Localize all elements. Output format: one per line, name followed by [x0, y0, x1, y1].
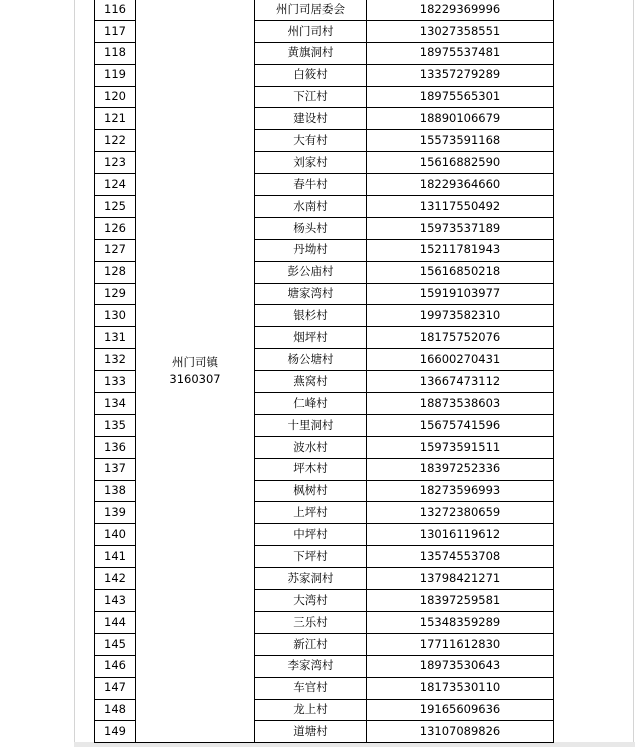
village-name: 塘家湾村	[255, 283, 367, 305]
row-number: 143	[95, 590, 136, 612]
row-number: 141	[95, 546, 136, 568]
phone-number: 18890106679	[367, 108, 554, 130]
town-name: 州门司镇	[172, 354, 218, 369]
village-name: 道塘村	[255, 721, 367, 743]
row-number: 129	[95, 283, 136, 305]
village-name: 燕窝村	[255, 371, 367, 393]
phone-number: 15973537189	[367, 217, 554, 239]
phone-number: 18873538603	[367, 393, 554, 415]
phone-number: 15919103977	[367, 283, 554, 305]
village-name: 苏家洞村	[255, 568, 367, 590]
village-name: 黄旗洞村	[255, 42, 367, 64]
village-contact-table	[94, 0, 554, 743]
row-number: 131	[95, 327, 136, 349]
row-number: 149	[95, 721, 136, 743]
village-name: 上坪村	[255, 502, 367, 524]
village-name: 建设村	[255, 108, 367, 130]
row-number: 146	[95, 655, 136, 677]
table-body	[95, 0, 554, 743]
village-name: 龙上村	[255, 699, 367, 721]
row-number: 119	[95, 64, 136, 86]
phone-number: 13574553708	[367, 546, 554, 568]
row-number: 130	[95, 305, 136, 327]
row-number: 136	[95, 436, 136, 458]
phone-number: 18975537481	[367, 42, 554, 64]
row-number: 125	[95, 196, 136, 218]
row-number: 132	[95, 349, 136, 371]
row-number: 138	[95, 480, 136, 502]
page-edge-left	[74, 0, 75, 747]
row-number: 144	[95, 611, 136, 633]
village-name: 坪木村	[255, 458, 367, 480]
row-number: 142	[95, 568, 136, 590]
phone-number: 18273596993	[367, 480, 554, 502]
village-name: 中坪村	[255, 524, 367, 546]
village-name: 李家湾村	[255, 655, 367, 677]
row-number: 118	[95, 42, 136, 64]
row-number: 139	[95, 502, 136, 524]
phone-number: 15348359289	[367, 611, 554, 633]
village-name: 十里洞村	[255, 414, 367, 436]
phone-number: 18973530643	[367, 655, 554, 677]
village-name: 波水村	[255, 436, 367, 458]
village-name: 彭公庙村	[255, 261, 367, 283]
row-number: 137	[95, 458, 136, 480]
village-name: 州门司居委会	[255, 0, 367, 20]
village-name: 白筱村	[255, 64, 367, 86]
village-name: 杨头村	[255, 217, 367, 239]
phone-number: 15573591168	[367, 130, 554, 152]
phone-number: 19165609636	[367, 699, 554, 721]
phone-number: 13107089826	[367, 721, 554, 743]
town-cell	[136, 0, 255, 743]
phone-number: 18173530110	[367, 677, 554, 699]
village-name: 丹坳村	[255, 239, 367, 261]
village-name: 大湾村	[255, 590, 367, 612]
phone-number: 18975565301	[367, 86, 554, 108]
phone-number: 18229369996	[367, 0, 554, 20]
row-number: 116	[95, 0, 136, 20]
phone-number: 13027358551	[367, 20, 554, 42]
village-name: 州门司村	[255, 20, 367, 42]
village-name: 春牛村	[255, 174, 367, 196]
phone-number: 15211781943	[367, 239, 554, 261]
row-number: 128	[95, 261, 136, 283]
phone-number: 13272380659	[367, 502, 554, 524]
phone-number: 18397259581	[367, 590, 554, 612]
row-number: 140	[95, 524, 136, 546]
row-number: 122	[95, 130, 136, 152]
row-number: 135	[95, 414, 136, 436]
phone-number: 13016119612	[367, 524, 554, 546]
row-number: 123	[95, 152, 136, 174]
phone-number: 19973582310	[367, 305, 554, 327]
phone-number: 13667473112	[367, 371, 554, 393]
village-name: 枫树村	[255, 480, 367, 502]
village-name: 新江村	[255, 633, 367, 655]
village-name: 烟坪村	[255, 327, 367, 349]
row-number: 126	[95, 217, 136, 239]
village-name: 大有村	[255, 130, 367, 152]
phone-number: 15675741596	[367, 414, 554, 436]
village-name: 下坪村	[255, 546, 367, 568]
row-number: 147	[95, 677, 136, 699]
row-number: 124	[95, 174, 136, 196]
village-name: 杨公塘村	[255, 349, 367, 371]
village-name: 车官村	[255, 677, 367, 699]
row-number: 127	[95, 239, 136, 261]
page-edge-right	[633, 0, 634, 747]
phone-number: 15616850218	[367, 261, 554, 283]
village-name: 银杉村	[255, 305, 367, 327]
row-number: 133	[95, 371, 136, 393]
village-name: 刘家村	[255, 152, 367, 174]
row-number: 145	[95, 633, 136, 655]
phone-number: 13798421271	[367, 568, 554, 590]
village-name: 下江村	[255, 86, 367, 108]
village-name: 三乐村	[255, 611, 367, 633]
phone-number: 18175752076	[367, 327, 554, 349]
phone-number: 18397252336	[367, 458, 554, 480]
row-number: 121	[95, 108, 136, 130]
row-number: 134	[95, 393, 136, 415]
phone-number: 15616882590	[367, 152, 554, 174]
row-number: 117	[95, 20, 136, 42]
town-code: 3160307	[169, 371, 221, 386]
phone-number: 13357279289	[367, 64, 554, 86]
row-number: 148	[95, 699, 136, 721]
phone-number: 13117550492	[367, 196, 554, 218]
table-row	[95, 0, 554, 20]
phone-number: 15973591511	[367, 436, 554, 458]
phone-number: 16600270431	[367, 349, 554, 371]
phone-number: 17711612830	[367, 633, 554, 655]
row-number: 120	[95, 86, 136, 108]
village-name: 仁峰村	[255, 393, 367, 415]
village-name: 水南村	[255, 196, 367, 218]
phone-number: 18229364660	[367, 174, 554, 196]
